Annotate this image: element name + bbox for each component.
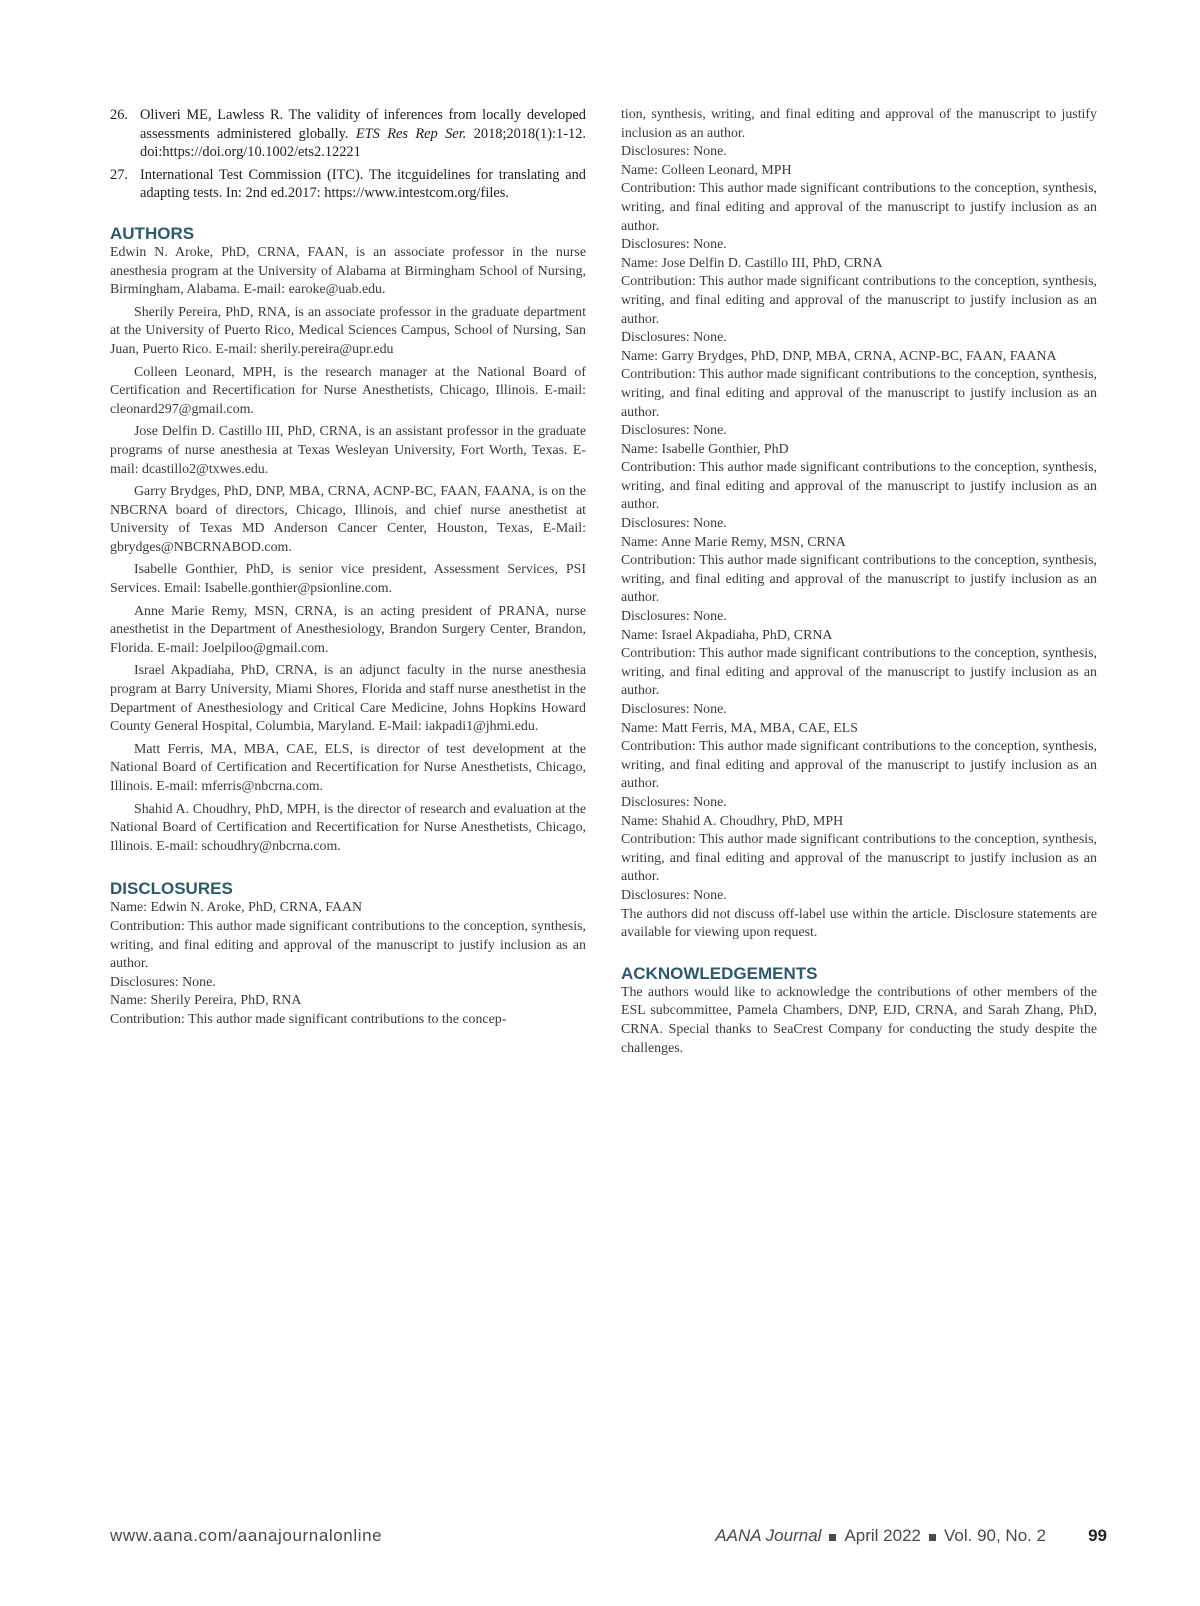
reference-text [140,166,586,203]
disclosure-line: Disclosures: None. [621,609,727,625]
disclosure-line: Name: Israel Akpadiaha, PhD, CRNA [621,627,833,643]
disclosure-line: Contribution: This author made significant contributions to the concep- [110,1011,507,1027]
reference-item [110,166,586,203]
author-bio: Garry Brydges, PhD, DNP, MBA, CRNA, ACNP-BC, FAAN, FAANA, is on the NBCRNA board of directors, Chicago, Illinois, and chief nurse anesthetist at University of Texas MD Anderson Cancer Center, Houston, Texas, E-Mail: gbrydges@NBCRNABOD.com. [110,484,586,555]
acknowledgements-heading: ACKNOWLEDGEMENTS [621,963,818,983]
disclosure-line: tion, synthesis, writing, and final editing and approval of the manuscript to justify inclusion as an author. [621,107,1097,141]
separator-square-icon [829,1534,836,1541]
author-bio: Israel Akpadiaha, PhD, CRNA, is an adjunct faculty in the nurse anesthesia program at Barry University, Miami Shores, Florida and staff nurse anesthetist in the Department of Anesthesiology and Critical Care Medicine, Johns Hopkins Howard County General Hospital, Columbia, Maryland. E-Mail: iakpadi1@jhmi.edu. [110,663,586,735]
author-bio: Isabelle Gonthier, PhD, is senior vice president, Assessment Services, PSI Services. Email: Isabelle.gonthier@psionline.com. [110,562,586,597]
reference-list [110,106,586,203]
disclosure-line: Contribution: This author made significant contributions to the conception, synthesis, writing, and final editing and approval of the manuscript to justify inclusion as an author. [621,832,1097,885]
disclosure-line: Contribution: This author made significant contributions to the conception, synthesis, writing, and final editing and approval of the manuscript to justify inclusion as an author. [621,274,1097,327]
author-bio: Anne Marie Remy, MSN, CRNA, is an acting president of PRANA, nurse anesthetist in the Department of Anesthesiology, Brandon Surgery Center, Brandon, Florida. E-mail: Joelpiloo@gmail.com. [110,603,586,656]
footer-volume: Vol. 90, No. 2 [944,1526,1047,1545]
reference-text-end: 2018;2018(1):1-12. doi:https://doi.org/10.1002/ets2.12221 [140,125,587,161]
disclosure-line: Disclosures: None. [621,794,727,810]
left-column [110,106,586,1030]
disclosure-line: Contribution: This author made significant contributions to the conception, synthesis, writing, and final editing and approval of the manuscript to justify inclusion as an author. [621,181,1097,234]
disclosure-line: Disclosures: None. [621,330,727,346]
disclosure-line: Name: Edwin N. Aroke, PhD, CRNA, FAAN [110,900,363,916]
disclosure-line: The authors did not discuss off-label use within the article. Disclosure statements are available for viewing upon request. [621,906,1097,941]
disclosure-line: Name: Jose Delfin D. Castillo III, PhD, CRNA [621,255,883,271]
disclosure-line: Disclosures: None. [621,702,727,717]
disclosure-line: Contribution: This author made significant contributions to the conception, synthesis, writing, and final editing and approval of the manuscript to justify inclusion as an author. [621,367,1097,420]
disclosure-line: Name: Shahid A. Choudhry, PhD, MPH [621,813,844,829]
author-bios [110,244,586,856]
disclosure-line: Disclosures: None. [621,516,727,532]
disclosure-line: Name: Matt Ferris, MA, MBA, CAE, ELS [621,720,858,736]
disclosure-line: Disclosures: None. [621,887,727,903]
disclosure-line: Disclosures: None. [621,237,727,253]
disclosure-line: Disclosures: None. [110,974,216,990]
reference-number: 26. [110,107,128,123]
footer-journal: AANA Journal [715,1526,822,1545]
disclosure-line: Name: Garry Brydges, PhD, DNP, MBA, CRNA, ACNP-BC, FAAN, FAANA [621,348,1057,364]
authors-heading: AUTHORS [110,223,195,243]
disclosure-line: Name: Isabelle Gonthier, PhD [621,441,789,457]
disclosure-line: Contribution: This author made significant contributions to the conception, synthesis, writing, and final editing and approval of the manuscript to justify inclusion as an author. [110,918,586,972]
disclosure-line: Name: Sherily Pereira, PhD, RNA [110,993,302,1009]
reference-journal: ETS Res Rep Ser. [355,125,467,142]
reference-text [140,106,586,162]
disclosures-heading: DISCLOSURES [110,879,233,899]
footer-date: April 2022 [844,1526,921,1545]
reference-text-start: International Test Commission (ITC). The itcguidelines for translating and adapting tests. In: 2nd ed.2017: https://www.intestcom.org/files. [140,166,586,202]
disclosures-right [621,106,1097,943]
disclosure-line: Contribution: This author made significant contributions to the conception, synthesis, writing, and final editing and approval of the manuscript to justify inclusion as an author. [621,460,1097,513]
author-bio: Jose Delfin D. Castillo III, PhD, CRNA, is an assistant professor in the graduate programs of nurse anesthesia at Texas Wesleyan University, Fort Worth, Texas. E-mail: dcastillo2@txwes.edu. [110,424,586,477]
right-column [621,106,1097,1058]
disclosure-line: Contribution: This author made significant contributions to the conception, synthesis, writing, and final editing and approval of the manuscript to justify inclusion as an author. [621,646,1097,699]
reference-number: 27. [110,166,128,183]
separator-square-icon [929,1534,936,1541]
reference-text-start: Oliveri ME, Lawless R. The validity of inferences from locally developed assessments administered globally. [140,107,586,142]
footer-url: www.aana.com/aanajournalonline [110,1526,383,1545]
footer-citation [715,1525,1107,1547]
author-bio: Matt Ferris, MA, MBA, CAE, ELS, is director of test development at the National Board of Certification and Recertification for Nurse Anesthetists, Chicago, Illinois. E-mail: mferris@nbcrna.com. [110,741,586,794]
author-bio: Colleen Leonard, MPH, is the research manager at the National Board of Certification and Recertification for Nurse Anesthetists, Chicago, Illinois. E-mail: cleonard297@gmail.com. [110,364,586,417]
page-number: 99 [1088,1526,1107,1545]
disclosure-line: Contribution: This author made significant contributions to the conception, synthesis, writing, and final editing and approval of the manuscript to justify inclusion as an author. [621,739,1097,792]
author-bio: Edwin N. Aroke, PhD, CRNA, FAAN, is an associate professor in the nurse anesthesia program at the University of Alabama at Birmingham School of Nursing, Birmingham, Alabama. E-mail: earoke@uab.edu. [110,244,586,298]
reference-item [110,106,586,162]
author-bio: Shahid A. Choudhry, PhD, MPH, is the director of research and evaluation at the National Board of Certification and Recertification for Nurse Anesthetists, Chicago, Illinois. E-mail: schoudhry@nbcrna.com. [110,801,586,854]
disclosure-line: Contribution: This author made significant contributions to the conception, synthesis, writing, and final editing and approval of the manuscript to justify inclusion as an author. [621,553,1097,606]
disclosure-line: Name: Anne Marie Remy, MSN, CRNA [621,534,846,550]
disclosure-line: Disclosures: None. [621,144,727,160]
disclosure-line: Name: Colleen Leonard, MPH [621,162,792,178]
disclosures-left [110,899,586,1029]
acknowledgements-text: The authors would like to acknowledge the contributions of other members of the ESL subcommittee, Pamela Chambers, DNP, EJD, CRNA, and Sarah Zhang, PhD, CRNA. Special thanks to SeaCrest Company for conducting the study despite the challenges. [621,984,1097,1056]
author-bio: Sherily Pereira, PhD, RNA, is an associate professor in the graduate department at the University of Puerto Rico, Medical Sciences Campus, School of Nursing, San Juan, Puerto Rico. E-mail: sherily.pereira@upr.edu [110,304,586,357]
disclosure-line: Disclosures: None. [621,423,727,439]
